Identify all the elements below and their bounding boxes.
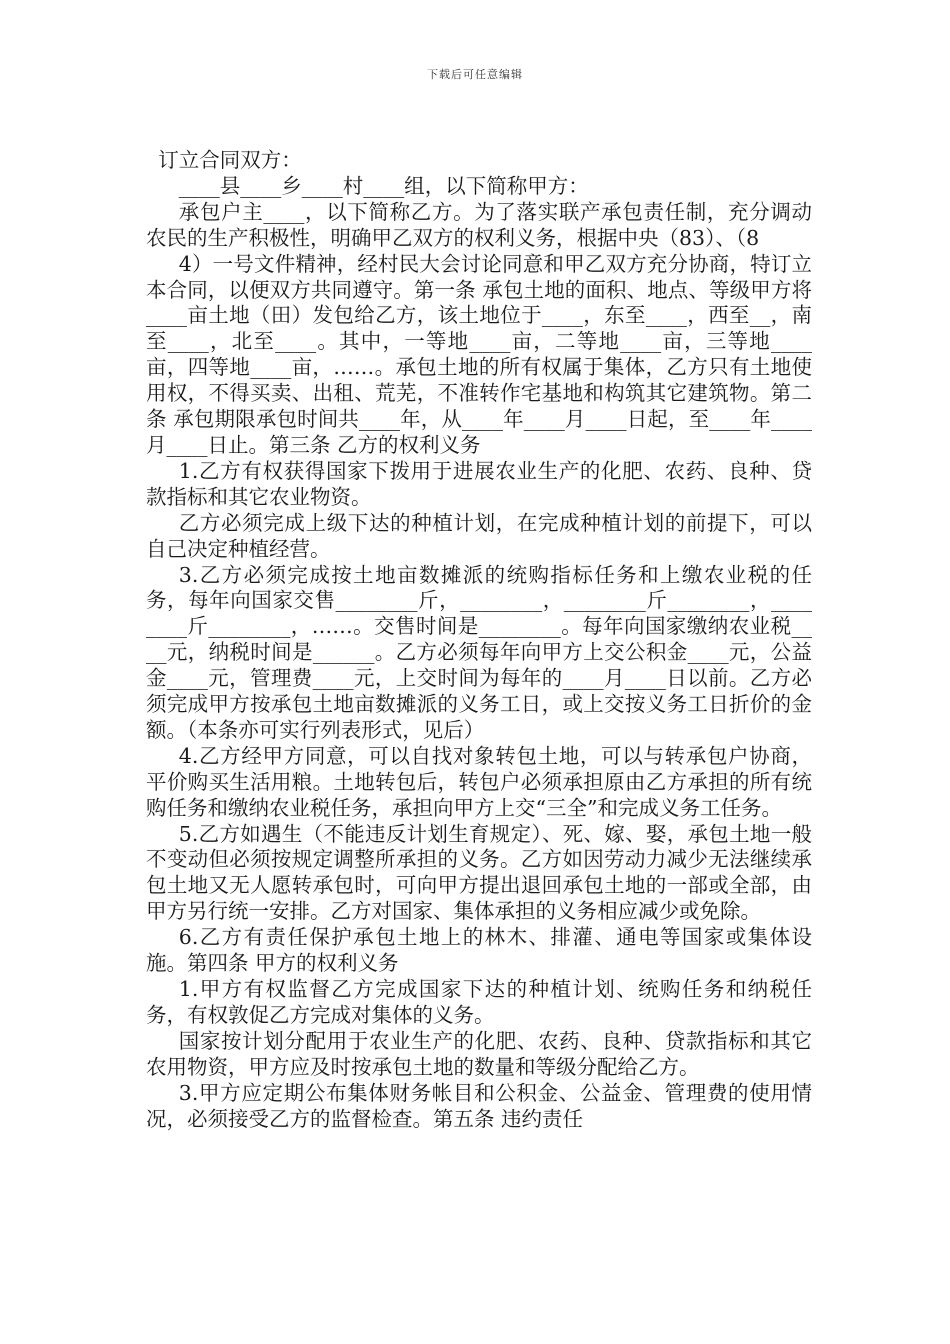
paragraph-party-a: ____县____乡____村____组，以下简称甲方： [178, 173, 589, 198]
paragraph-b-right-2: 乙方必须完成上级下达的种植计划，在完成种植计划的前提下，可以自己决定种植经营。 [146, 510, 812, 561]
paragraph-b-right-5: 5.乙方如遇生（不能违反计划生育规定）、死、嫁、娶，承包土地一般不变动但必须按规定调整所承担的义务。乙方如因劳动力减少无法继续承包土地又无人愿转承包时，可向甲方提出退回承包土地的一部或全部，由甲方另行统一安排。乙方对国家、集体承担的义务相应减少或免除。 [146, 821, 812, 924]
paragraph-b-right-4: 4.乙方经甲方同意，可以自找对象转包土地，可以与转承包户协商，平价购买生活用粮。土地转包后，转包户必须承担原由乙方承担的所有统购任务和缴纳农业税任务，承担向甲方上交“三全”和完成义务工任务。 [146, 743, 812, 820]
paragraph-party-b: 承包户主____，以下简称乙方。为了落实联产承包责任制，充分调动农民的生产积极性，明确甲乙双方的权利义务，根据中央（83）、（8 [146, 199, 812, 250]
page-header: 下载后可任意编辑 [427, 68, 523, 81]
paragraph-b-right-3: 3.乙方必须完成按土地亩数摊派的统购指标任务和上缴农业税的任务，每年向国家交售________斤，________，________斤________，________斤________，……。交售时间是________。每年向国家缴纳农业税____元，纳税时间是______。乙方必须每年向甲方上交公积金____元，公益金____元，管理费____元，上交时间为每年的____月____日以前。乙方必须完成甲方按承包土地亩数摊派的义务工日，或上交按义务工日折价的金额。（本条亦可实行列表形式，见后） [146, 562, 812, 742]
contract-body [146, 148, 812, 1132]
paragraph-b-right-6: 6.乙方有责任保护承包土地上的林木、排灌、通电等国家或集体设施。第四条 甲方的权利义务 [146, 925, 812, 976]
paragraph-a-right-1: 1.甲方有权监督乙方完成国家下达的种植计划、统购任务和纳税任务，有权敦促乙方完成对集体的义务。 [146, 977, 812, 1027]
paragraph-a-right-3: 3.甲方应定期公布集体财务帐目和公积金、公益金、管理费的使用情况，必须接受乙方的监督检查。第五条 违约责任 [146, 1080, 812, 1131]
paragraph-parties: 订立合同双方： [158, 148, 302, 172]
paragraph-article-1-2: 4）一号文件精神，经村民大会讨论同意和甲乙双方充分协商，特订立本合同，以便双方共同遵守。第一条 承包土地的面积、地点、等级甲方将____亩土地（田）发包给乙方，该土地位于____，东至____，西至__，南至____，北至____。其中，一等地____亩，二等地____亩，三等地____亩，四等地____亩，……。承包土地的所有权属于集体，乙方只有土地使用权，不得买卖、出租、荒芜，不准转作宅基地和构筑其它建筑物。第二条 承包期限承包时间共____年，从____年____月____日起，至____年____月____日止。第三条 乙方的权利义务 [146, 251, 812, 457]
paragraph-b-right-1: 1.乙方有权获得国家下拨用于进展农业生产的化肥、农药、良种、贷款指标和其它农业物资。 [146, 458, 812, 509]
paragraph-a-right-2: 国家按计划分配用于农业生产的化肥、农药、良种、贷款指标和其它农用物资，甲方应及时按承包土地的数量和等级分配给乙方。 [146, 1028, 812, 1079]
